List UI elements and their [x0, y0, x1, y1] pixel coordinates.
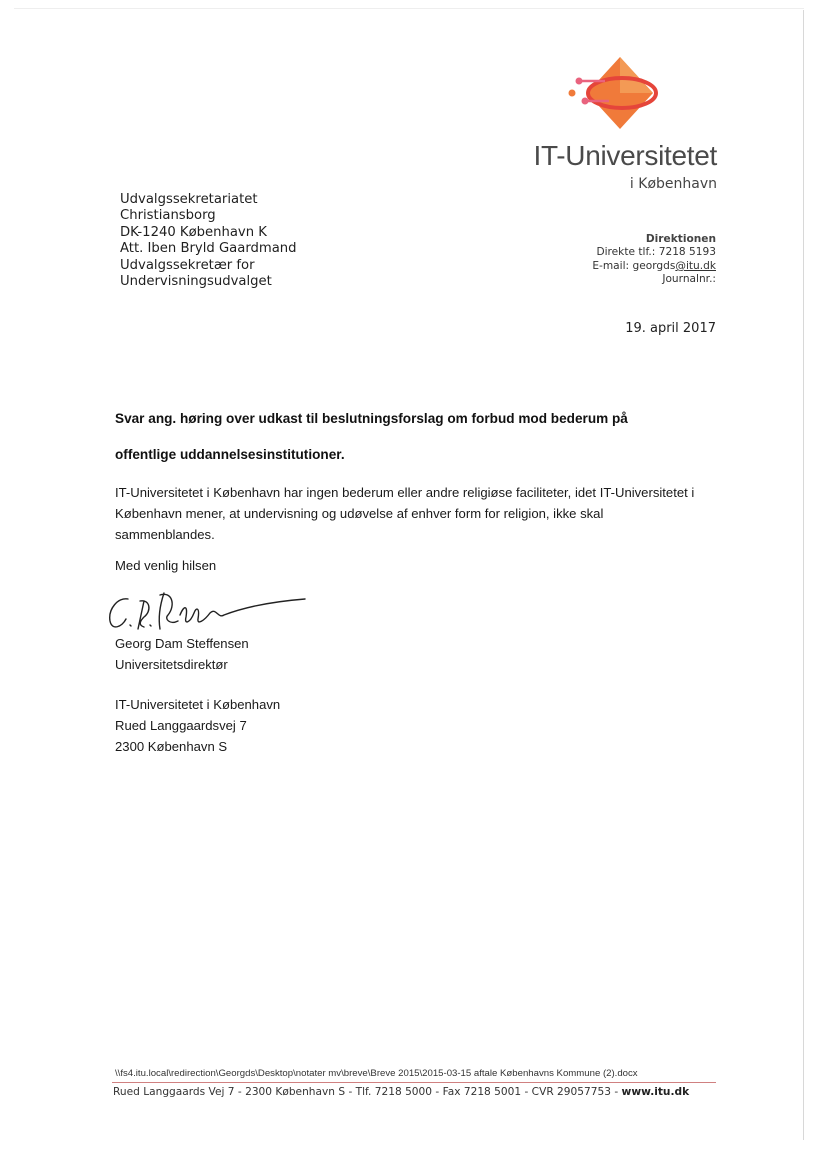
scan-edge-right: [803, 10, 804, 1140]
closing-greeting: Med venlig hilsen: [115, 558, 217, 573]
footer-divider: [112, 1082, 716, 1083]
letter-body: [115, 482, 730, 545]
address-line: Rued Langgaardsvej 7: [115, 718, 247, 733]
footer-contact-text: Rued Langgaards Vej 7 - 2300 København S - Tlf. 7218 5000 - Fax 7218 5001 - CVR 29057753 -: [113, 1086, 622, 1098]
sig-stroke-c: [110, 599, 128, 627]
handwritten-signature: [100, 585, 310, 637]
signer-title: Universitetsdirektør: [115, 657, 228, 672]
body-line: IT-Universitetet i København har ingen bederum eller andre religiøse faciliteter, idet IT-Universitetet i: [115, 485, 695, 500]
recipient-line: DK-1240 København K: [120, 224, 267, 240]
recipient-line: Christiansborg: [120, 208, 216, 224]
itu-logo-icon: [565, 55, 665, 135]
scan-edge-top: [14, 8, 804, 9]
body-line: sammenblandes.: [115, 527, 215, 542]
sender-department: Direktionen: [645, 233, 716, 245]
recipient-line: Att. Iben Bryld Gaardmand: [120, 241, 297, 257]
recipient-line: Udvalgssekretariatet: [120, 192, 258, 207]
signer-name: Georg Dam Steffensen: [115, 636, 249, 651]
university-address: [115, 694, 280, 757]
signer-block: [115, 633, 249, 675]
address-line: IT-Universitetet i København: [115, 697, 281, 712]
document-file-path: \\fs4.itu.local\redirection\Georgds\Desktop\notater mv\breve\Breve 2015\2015-03-15 aftale Københavns Kommune (2).docx: [115, 1068, 638, 1079]
university-name: IT-Universitetet: [533, 140, 717, 171]
recipient-line: Undervisningsudvalget: [120, 274, 272, 290]
sender-details: [520, 233, 716, 287]
logo-dot-2: [569, 90, 576, 97]
body-line: København mener, at undervisning og udøvelse af enhver form for religion, ikke skal: [115, 506, 604, 521]
sig-dot-1: [130, 625, 131, 626]
recipient-address: [120, 192, 297, 290]
subject-line-2: offentlige uddannelsesinstitutioner.: [115, 447, 345, 462]
sender-email-link[interactable]: @itu.dk: [675, 259, 716, 272]
sig-stroke-d: [138, 601, 149, 629]
subject-line-1: Svar ang. høring over udkast til beslutningsforslag om forbud mod bederum på: [115, 411, 628, 426]
logo-dot-1: [576, 78, 583, 85]
sender-email-label: E-mail: georgds: [592, 259, 676, 272]
footer-website-link[interactable]: www.itu.dk: [621, 1086, 690, 1098]
letter-date: 19. april 2017: [625, 321, 716, 336]
university-city: i København: [629, 176, 717, 192]
sender-phone: Direkte tlf.: 7218 5193: [596, 246, 716, 259]
sig-stroke-tail: [180, 599, 305, 622]
logo-diamond-highlight: [620, 57, 653, 93]
sender-journal: Journalnr.:: [662, 273, 716, 286]
logo-dot-3: [582, 98, 589, 105]
footer-contact: [113, 1086, 689, 1098]
sig-stroke-s: [159, 593, 178, 629]
recipient-line: Udvalgssekretær for: [120, 257, 255, 273]
sig-dot-2: [150, 625, 151, 626]
sender-email: [520, 260, 716, 273]
address-line: 2300 København S: [115, 739, 228, 754]
